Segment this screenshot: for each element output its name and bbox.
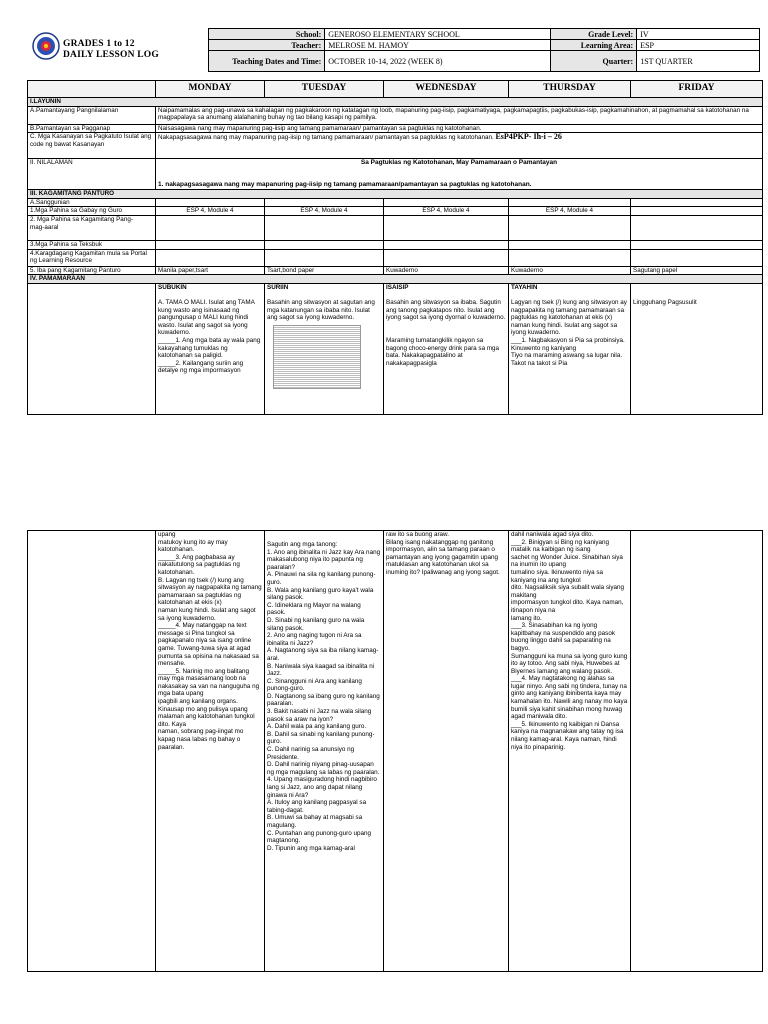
pamantayan-label: A.Pamantayang Pangnilalaman — [28, 106, 156, 124]
info-table — [208, 28, 760, 72]
friday-procedure-p1 — [631, 283, 763, 414]
brand-line2: DAILY LESSON LOG — [63, 50, 159, 60]
area-value: ESP — [637, 40, 760, 51]
pagganap-text: Naisasagawa nang may mapanuring pag-iisip ang tamang pamamaraan/ pamantayan sa pagtuklas ng katotohanan. — [156, 124, 763, 133]
brand-title — [63, 39, 159, 61]
day-tuesday: TUESDAY — [265, 81, 384, 98]
corner-cell — [28, 81, 156, 98]
wednesday-text-p1: Basahin ang sitwasyon sa ibaba. Sagutin ang tanong pagkatapos nito. Isulat ang iyong sagot sa iyong dyornal o kuwaderno. — [386, 298, 506, 322]
iba-tuesday: Tsart,bond paper — [265, 266, 384, 275]
nilalaman-text: 1. nakapagsasagawa nang may mapanuring pag-iisip ng tamang pamamaraan/pamantayan sa pagtuklas ng katotohanan. — [158, 180, 532, 188]
kasanayan-code: EsP4PKP- Ih-i – 26 — [495, 132, 562, 142]
wednesday-text-p1b: Maraming tumatangkilik ngayon sa bagong choco-energy drink para sa mga bata. Nakakapagpatalino at nakakapagpasigla — [386, 336, 500, 367]
gabay-wednesday: ESP 4, Module 4 — [384, 207, 509, 216]
title-suriin: SURIIN — [267, 283, 289, 291]
teksbuk-label: 3.Mga Pahina sa Teksbuk — [28, 240, 156, 249]
teacher-label: Teacher: — [209, 40, 325, 51]
iba-monday: Manila paper,tsart — [156, 266, 265, 275]
gabay-tuesday: ESP 4, Module 4 — [265, 207, 384, 216]
title-tayahin: TAYAHIN — [511, 283, 538, 291]
dates-label: Teaching Dates and Time: — [209, 51, 325, 72]
gabay-label: 1.Mga Pahina sa Gabay ng Guro — [28, 207, 156, 216]
tuesday-text-p2: Sagutin ang mga tanong: 1. Ano ang ibinalita ni Jazz kay Ara nang makasalubong niya ito papunta ng paaralan? A. Pinauwi na sila ng kanilang punong-guro. B. Wala ang kanilang guro kaya't wala silang pasok. C. Idineklara ng Mayor na walang pasok. D. Sinabi ng kanilang guro na wala silang pasok. 2. Ano ang naging tugon ni Ara sa ibinalita ni Jazz? A. Nagtanong siya sa iba nilang kamag-aral. B. Naniwala siya kaagad sa ibinalita ni Jazz. C. Sinangguni ni Ara ang kanilang punong-guro. D. Nagtanong sa ibang guro ng kanilang paaralan. 3. Bakit nasabi ni Jazz na wala silang pasok sa araw na iyon? A. Dahil wala pa ang kanilang guro. B. Dahil sa sinabi ng kanilang punong-guro. C. Dahil narinig sa anunsiyo ng Presidente. D. Dahil narinig niyang pinag-uusapan ng mga magulang sa labas ng paaralan. 4. Upang masiguradong hindi nagbibiro lang si Jazz, ano ang dapat nilang ginawa ni Ara? A. Ituloy ang kanilang pagpasyal sa tabing-dagat. B. Umuwi sa bahay at magsabi sa magulang. C. Puntahan ang punong-guro upang magtanong. D. Tipunin ang mga kamag-aral — [265, 531, 384, 972]
dll-table-page2 — [27, 530, 763, 972]
section-layunin: I.LAYUNIN — [28, 98, 763, 107]
header — [20, 28, 760, 76]
sanggunian-label: A.Sanggunian — [28, 198, 156, 207]
pamantayan-text: Naipamamalas ang pag-unawa sa kahalagan ng pagkakaroon ng katatagan ng loob, mapanuring pag-iisip, pagkamatiyaga, pagkamapagtiis, pagkabukas-isip, pagkamahinahon, at pagmamahal sa katotohanan na magpapalaya sa anumang alalahaning buhay ng tao bilang kasapi ng pamilya. — [156, 106, 763, 124]
page-gap — [0, 505, 768, 525]
pagganap-label: B.Pamantayan sa Pagganap — [28, 124, 156, 133]
section-pamamaraan: IV. PAMAMARAAN — [28, 275, 763, 284]
school-value: GENEROSO ELEMENTARY SCHOOL — [325, 29, 551, 40]
iba-friday: Sagutang papel — [631, 266, 763, 275]
kasanayan-label: C. Mga Kasanayan sa Pagkatuto Isulat ang code ng bawat Kasanayan — [28, 133, 156, 159]
kasanayan-text: Nakapagsasagawa nang may mapanuring pag-iisip ng tamang pamamaraan/ pamantayan sa pagtuklas ng katotohanan. — [158, 134, 494, 142]
wednesday-procedure-p1 — [384, 283, 509, 414]
school-label: School: — [209, 29, 325, 40]
story-image — [273, 325, 361, 389]
kagamitan-mag-label: 2. Mga Pahina sa Kagamitang Pang- mag-aaral — [28, 215, 156, 240]
wednesday-text-p2: raw ito sa buong araw. Bilang isang nakatanggap ng ganitong impormasyon, alin sa tamang paraan o pamantayan ang iyong gagamitin upang matuklasan ang katotohanan ukol sa inuming ito? Ipaliwanag ang iyong sagot. — [384, 531, 509, 972]
monday-text-p1: A. TAMA O MALI. Isulat ang TAMA kung wasto ang isinasaad ng pangungusap o MALI kung hindi wasto. Isulat ang sagot sa iyong kuwaderno. _____1. Ang mga bata ay wala pang kakayahang tumuklas ng katotohanan sa paligid. _____2. Kailangang suriin ang detalye ng mga impormasyon — [158, 298, 261, 375]
grade-value: IV — [637, 29, 760, 40]
iba-wednesday: Kuwaderno — [384, 266, 509, 275]
gabay-thursday: ESP 4, Module 4 — [509, 207, 631, 216]
monday-procedure-p1 — [156, 283, 265, 414]
nilalaman-title: Sa Pagtuklas ng Katotohanan, May Pamamaraan o Pamantayan — [360, 159, 558, 167]
day-wednesday: WEDNESDAY — [384, 81, 509, 98]
title-subukin: SUBUKIN — [158, 283, 187, 291]
area-label: Learning Area: — [551, 40, 637, 51]
day-friday: FRIDAY — [631, 81, 763, 98]
quarter-value: 1ST QUARTER — [637, 51, 760, 72]
thursday-procedure-p1 — [509, 283, 631, 414]
thursday-text-p2: dahil naniwala agad siya dito. ___2. Binigyan si Bing ng kaniyang matalik na kaibigan ng isang sachet ng Wonder Juice. Sinabihan siya na inumin ito upang tumalino siya. Ikinuwento niya sa kaniyang ina ang tungkol dito. Nagsaliksik siya subalit wala siyang makitang impormasyon tungkol dito. Kaya naman, itinapon niya na lamang ito. ___3. Sinasabihan ka ng iyong kapitbahay na suspendido ang pasok buong linggo dahil sa paparating na bagyo. Sumangguni ka muna sa iyong guro kung ito ay totoo. Ang sabi niya, Huwebes at Biyernes lamang ang walang pasok. ___4. May nagtatakong ng alahas sa lugar ninyo. Ang sabi ng tindera, tunay na ginto ang kaniyang ibinibenta kaya may kamahalan ito. Nawili ang nanay mo kaya bumili siya kahit sinabihan mong huwag agad maniwala dito. ___5. Ikinuwento ng kaibigan ni Dansa kaniya na magnanakaw ang tatay ng isa nilang kamag-aral. Kaya naman, hindi niya ito pinaparinig. — [509, 531, 631, 972]
iba-thursday: Kuwaderno — [509, 266, 631, 275]
day-thursday: THURSDAY — [509, 81, 631, 98]
monday-text-p2: upang matukoy kung ito ay may katotohanan. _____3. Ang pagbabasa ay nakatutulong sa pagtuklas ng katotohanan. B. Lagyan ng tsek (/) kung ang sitwasyon ay nagpapakita ng tamang pamamaraan sa pagtuklas ng katotohanan at ekis (x) naman kung hindi. Isulat ang sagot sa iyong kuwaderno. _____4. May natanggap na text message si Pina tungkol sa pagkapanalo niya sa isang online game. Tuwang-tuwa siya at agad pumunta sa opisina na nakasaad sa mensahe. _____5. Narinig mo ang balitang may mga masasamang loob na nakasakay sa van na nanguguha ng mga bata upang ipagbili ang kanilang organs. Kinausap mo ang pulisya upang malaman ang katotohanan tungkol dito. Kaya naman, sobrang pag-iingat mo kapag nasa labas ng bahay o paaralan. — [156, 531, 265, 972]
deped-seal-icon — [32, 32, 60, 60]
section-kagamitan: III. KAGAMITANG PANTURO — [28, 190, 763, 199]
gabay-friday — [631, 207, 763, 216]
friday-text: Lingguhang Pagsusulit — [633, 298, 697, 306]
dll-table-page1 — [27, 80, 763, 415]
teacher-value: MELROSE M. HAMOY — [325, 40, 551, 51]
nilalaman-label: II. NILALAMAN — [28, 159, 156, 190]
kasanayan-cell — [156, 133, 763, 159]
thursday-text-p1: Lagyan ng tsek (/) kung ang sitwasyon ay nagpapakita ng tamang pamamaraan sa pagtuklas ng katotohanan at ekis (x) naman kung hindi. Isulat ang sagot sa iyong kuwaderno. ___1. Nagbakasyon si Pia sa probinsiya. Kinuwento ng kaniyang Tiyo na maraming aswang sa lugar nila. Takot na takot si Pia — [511, 298, 627, 367]
tuesday-text-p1: Basahin ang sitwasyon at sagutan ang mga katanungan sa ibaba nito. Isulat ang sagot sa iyong kuwaderno. — [267, 298, 375, 322]
brand-line1: GRADES 1 to 12 — [63, 39, 135, 49]
title-isaisip: ISAISIP — [386, 283, 409, 291]
page-2 — [0, 525, 768, 1024]
dates-value: OCTOBER 10-14, 2022 (WEEK 8) — [325, 51, 551, 72]
lr-label: 4.Karagdagang Kagamitan mula sa Portal ng Learning Resource — [28, 249, 156, 266]
nilalaman-cell — [156, 159, 763, 190]
iba-label: 5. Iba pang Kagamitang Panturo — [28, 266, 156, 275]
quarter-label: Quarter: — [551, 51, 637, 72]
day-monday: MONDAY — [156, 81, 265, 98]
grade-label: Grade Level: — [551, 29, 637, 40]
tuesday-procedure-p1 — [265, 283, 384, 414]
page-1 — [0, 0, 768, 505]
gabay-monday: ESP 4, Module 4 — [156, 207, 265, 216]
